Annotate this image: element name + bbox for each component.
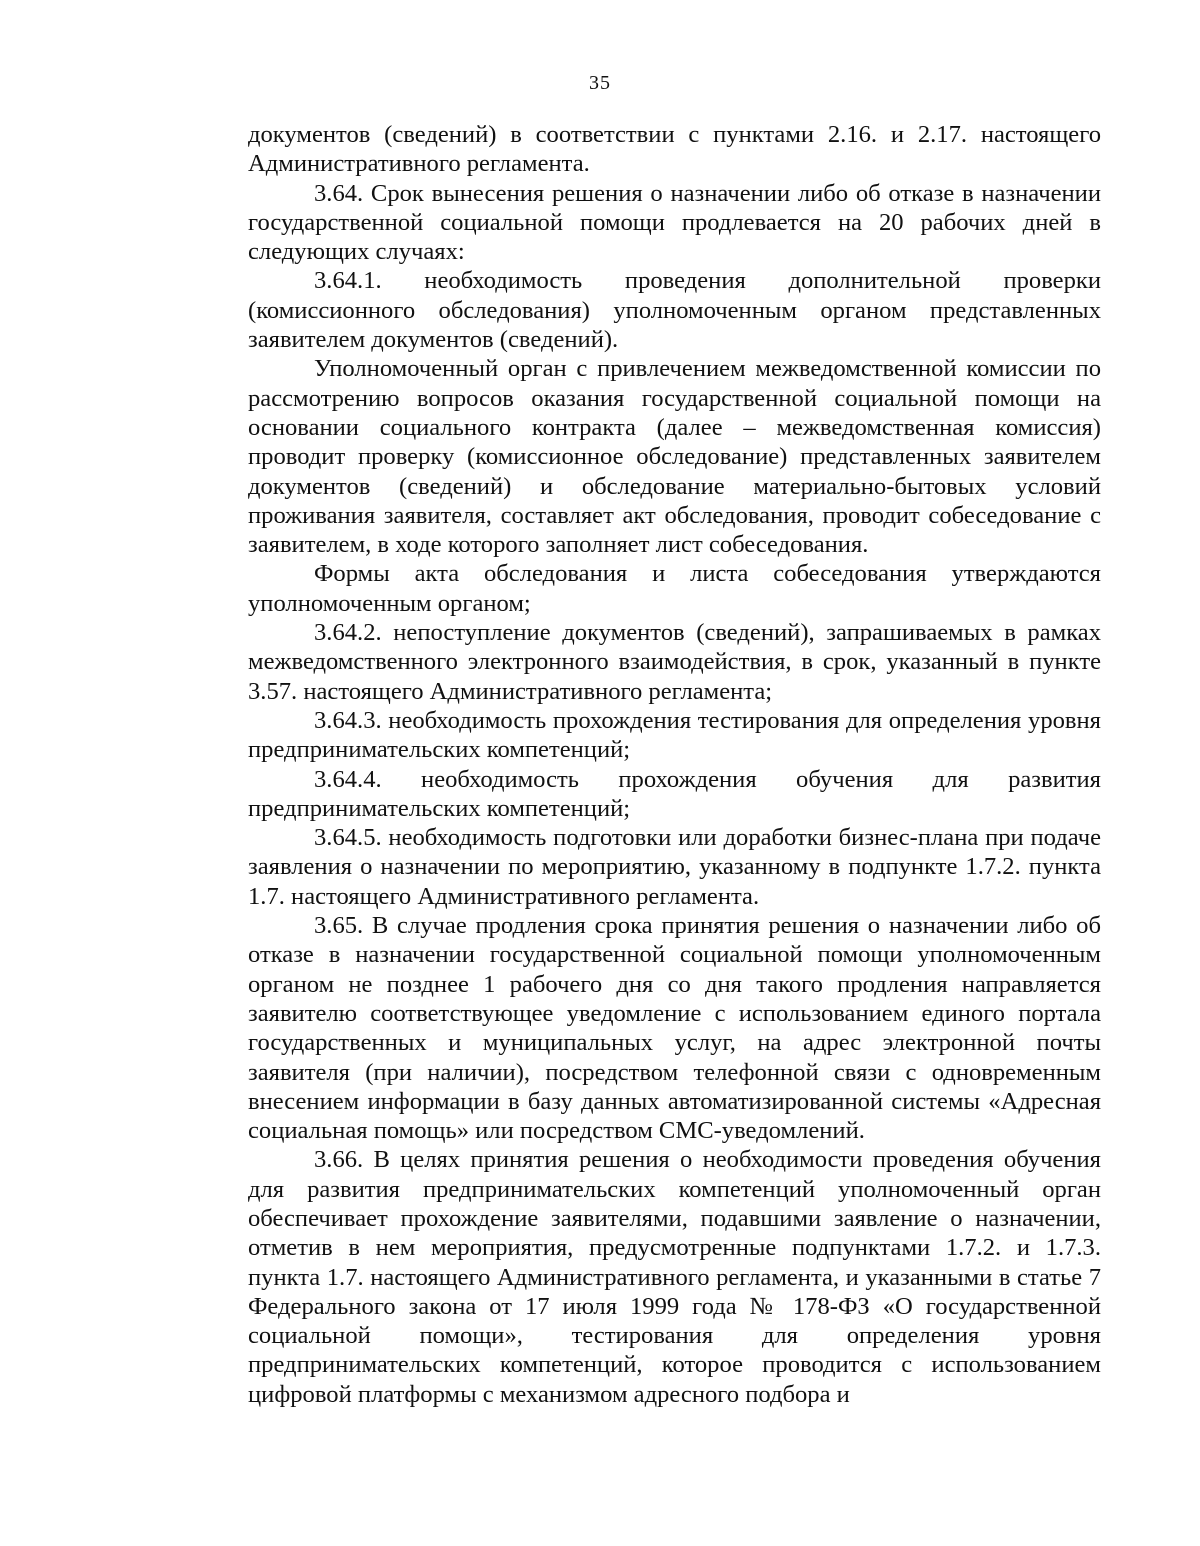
paragraph-3-64-1: 3.64.1. необходимость проведения дополнительной проверки (комиссионного обследования) уполномоченным органом представленных заявителем документов (сведений). <box>248 267 1101 354</box>
page-number: 35 <box>589 72 611 94</box>
paragraph-3-64: 3.64. Срок вынесения решения о назначении либо об отказе в назначении государственной социальной помощи продлевается на 20 рабочих дней в следующих случаях: <box>248 179 1101 266</box>
paragraph-commission: Уполномоченный орган с привлечением межведомственной комиссии по рассмотрению вопросов оказания государственной социальной помощи на основании социального контракта (далее – межведомственная комиссия) проводит проверку (комиссионное обследование) представленных заявителем документов (сведений) и обследование материально-бытовых условий проживания заявителя, составляет акт обследования, проводит собеседование с заявителем, в ходе которого заполняет лист собеседования. <box>248 355 1101 559</box>
paragraph-3-64-5: 3.64.5. необходимость подготовки или доработки бизнес-плана при подаче заявления о назначении по мероприятию, указанному в подпункте 1.7.2. пункта 1.7. настоящего Административного регламента. <box>248 824 1101 910</box>
paragraph-forms: Формы акта обследования и листа собеседования утверждаются уполномоченным органом; <box>248 560 1101 617</box>
paragraph-3-64-4: 3.64.4. необходимость прохождения обучения для развития предпринимательских компетенций; <box>248 765 1101 822</box>
document-body <box>248 120 1101 1409</box>
paragraph-3-64-2: 3.64.2. непоступление документов (сведений), запрашиваемых в рамках межведомственного электронного взаимодействия, в срок, указанный в пункте 3.57. настоящего Административного регламента; <box>248 619 1101 705</box>
paragraph-continuation: документов (сведений) в соответствии с пунктами 2.16. и 2.17. настоящего Административного регламента. <box>248 121 1101 178</box>
paragraph-3-65: 3.65. В случае продления срока принятия решения о назначении либо об отказе в назначении государственной социальной помощи уполномоченным органом не позднее 1 рабочего дня со дня такого продления направляется заявителю соответствующее уведомление с использованием единого портала государственных и муниципальных услуг, на адрес электронной почты заявителя (при наличии), посредством телефонной связи с одновременным внесением информации в базу данных автоматизированной системы «Адресная социальная помощь» или посредством СМС-уведомлений. <box>248 912 1101 1145</box>
paragraph-3-64-3: 3.64.3. необходимость прохождения тестирования для определения уровня предпринимательских компетенций; <box>248 706 1101 764</box>
paragraph-3-66: 3.66. В целях принятия решения о необходимости проведения обучения для развития предпринимательских компетенций уполномоченный орган обеспечивает прохождение заявителями, подавшими заявление о назначении, отметив в нем мероприятия, предусмотренные подпунктами 1.7.2. и 1.7.3. пункта 1.7. настоящего Административного регламента, и указанными в статье 7 Федерального закона от 17 июля 1999 года № 178-ФЗ «О государственной социальной помощи», тестирования для определения уровня предпринимательских компетенций, которое проводится с использованием цифровой платформы с механизмом адресного подбора и <box>248 1146 1101 1408</box>
